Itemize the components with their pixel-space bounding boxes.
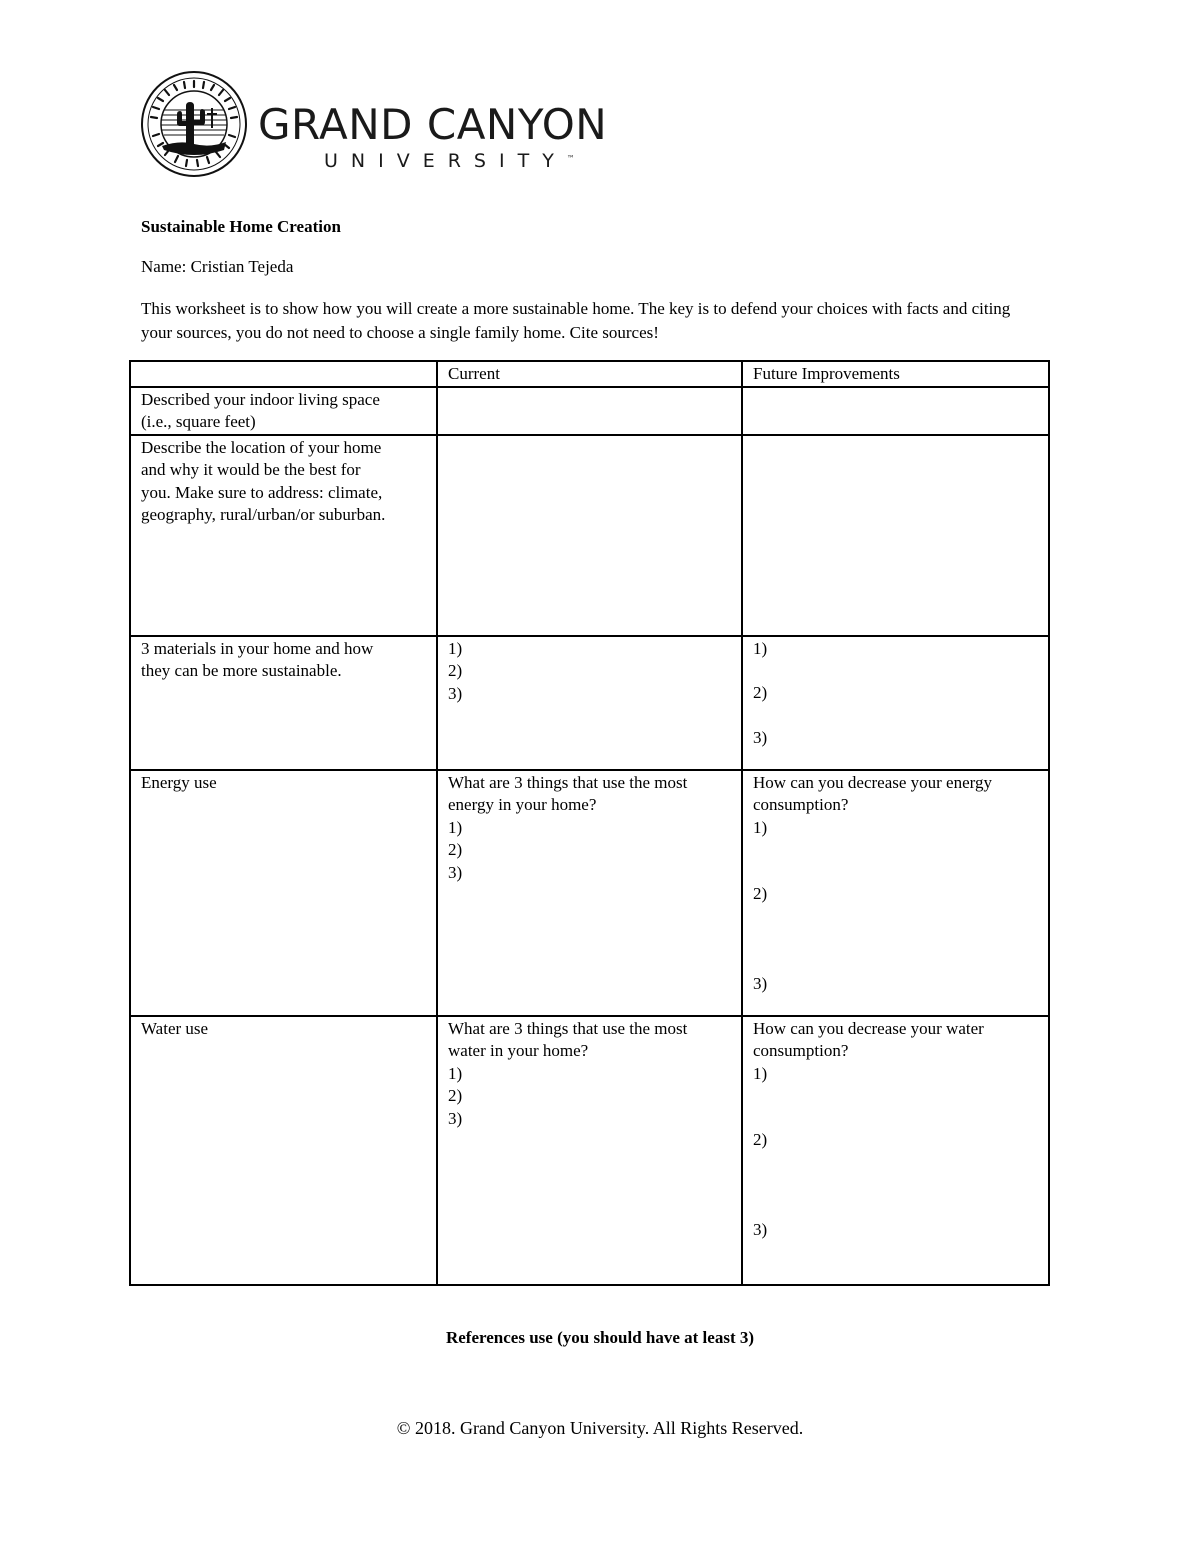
logo-line-2-text: UNIVERSITY xyxy=(324,150,567,172)
prompt-line: How can you decrease your water xyxy=(753,1018,984,1038)
list-number: 2) xyxy=(448,840,463,859)
list-number: 3) xyxy=(448,683,463,703)
header-cell-future: Future Improvements xyxy=(742,361,1049,387)
references-heading: References use (you should have at least 3) xyxy=(445,1328,755,1347)
list-number: 3) xyxy=(448,1108,463,1128)
header-cell-current: Current xyxy=(437,361,742,387)
list-number: 2) xyxy=(753,683,768,702)
list-number: 3) xyxy=(753,1219,768,1239)
prompt-line: What are 3 things that use the most xyxy=(448,1018,688,1038)
university-seal-icon xyxy=(140,70,248,178)
label-line: they can be more sustainable. xyxy=(141,661,342,680)
label-line: Energy use xyxy=(141,772,217,792)
university-logo xyxy=(140,70,620,180)
row-label-location xyxy=(130,435,437,636)
list-number: 2) xyxy=(753,884,768,903)
list-number: 2) xyxy=(448,661,463,680)
prompt-line: energy in your home? xyxy=(448,795,597,814)
trademark-symbol: ™ xyxy=(566,154,575,163)
list-number: 1) xyxy=(753,1063,768,1083)
prompt-line: consumption? xyxy=(753,1041,849,1060)
prompt-line: water in your home? xyxy=(448,1041,589,1060)
prompt-line: How can you decrease your energy xyxy=(753,772,993,792)
list-number: 1) xyxy=(448,1063,463,1083)
table-row xyxy=(130,636,1049,770)
prompt-line: What are 3 things that use the most xyxy=(448,772,688,792)
list-number: 1) xyxy=(448,817,463,837)
label-line: 3 materials in your home and how xyxy=(141,638,374,658)
list-number: 2) xyxy=(753,1130,768,1149)
living-space-current-cell[interactable] xyxy=(437,387,742,435)
header-cell-blank xyxy=(130,361,437,387)
label-line: Water use xyxy=(141,1018,209,1038)
logo-line-2 xyxy=(324,150,575,172)
list-number: 2) xyxy=(448,1086,463,1105)
logo-line-1: GRAND CANYON xyxy=(258,100,608,149)
list-number: 1) xyxy=(753,817,768,837)
worksheet-table xyxy=(129,360,1050,1286)
prompt-line: consumption? xyxy=(753,795,849,814)
materials-future-cell[interactable] xyxy=(742,636,1049,770)
row-label-water xyxy=(130,1016,437,1285)
label-line: (i.e., square feet) xyxy=(141,412,256,431)
instructions-paragraph: This worksheet is to show how you will create a more sustainable home. The key is to defend your choices with facts and citing your sources, you do not need to choose a single family home. Cite sources! xyxy=(141,299,1011,342)
energy-current-cell[interactable] xyxy=(437,770,742,1016)
list-number: 1) xyxy=(448,638,463,658)
label-line: and why it would be the best for xyxy=(141,460,361,479)
document-title: Sustainable Home Creation xyxy=(141,217,341,236)
list-number: 3) xyxy=(753,973,768,993)
label-line: you. Make sure to address: climate, xyxy=(141,482,383,502)
label-line: Describe the location of your home xyxy=(141,437,382,457)
list-number: 3) xyxy=(448,862,463,882)
materials-current-cell[interactable] xyxy=(437,636,742,770)
table-row xyxy=(130,1016,1049,1285)
location-current-cell[interactable] xyxy=(437,435,742,636)
copyright-footer: © 2018. Grand Canyon University. All Rights Reserved. xyxy=(396,1418,804,1438)
table-row xyxy=(130,435,1049,636)
row-label-living-space xyxy=(130,387,437,435)
water-future-cell[interactable] xyxy=(742,1016,1049,1285)
table-header-row xyxy=(130,361,1049,387)
row-label-energy xyxy=(130,770,437,1016)
label-line: Described your indoor living space xyxy=(141,389,380,409)
student-name: Name: Cristian Tejeda xyxy=(141,257,294,276)
list-number: 3) xyxy=(753,727,768,747)
table-row xyxy=(130,770,1049,1016)
water-current-cell[interactable] xyxy=(437,1016,742,1285)
location-future-cell[interactable] xyxy=(742,435,1049,636)
energy-future-cell[interactable] xyxy=(742,770,1049,1016)
living-space-future-cell[interactable] xyxy=(742,387,1049,435)
list-number: 1) xyxy=(753,638,768,658)
university-wordmark xyxy=(258,102,618,172)
table-row xyxy=(130,387,1049,435)
row-label-materials xyxy=(130,636,437,770)
label-line: geography, rural/urban/or suburban. xyxy=(141,505,386,524)
